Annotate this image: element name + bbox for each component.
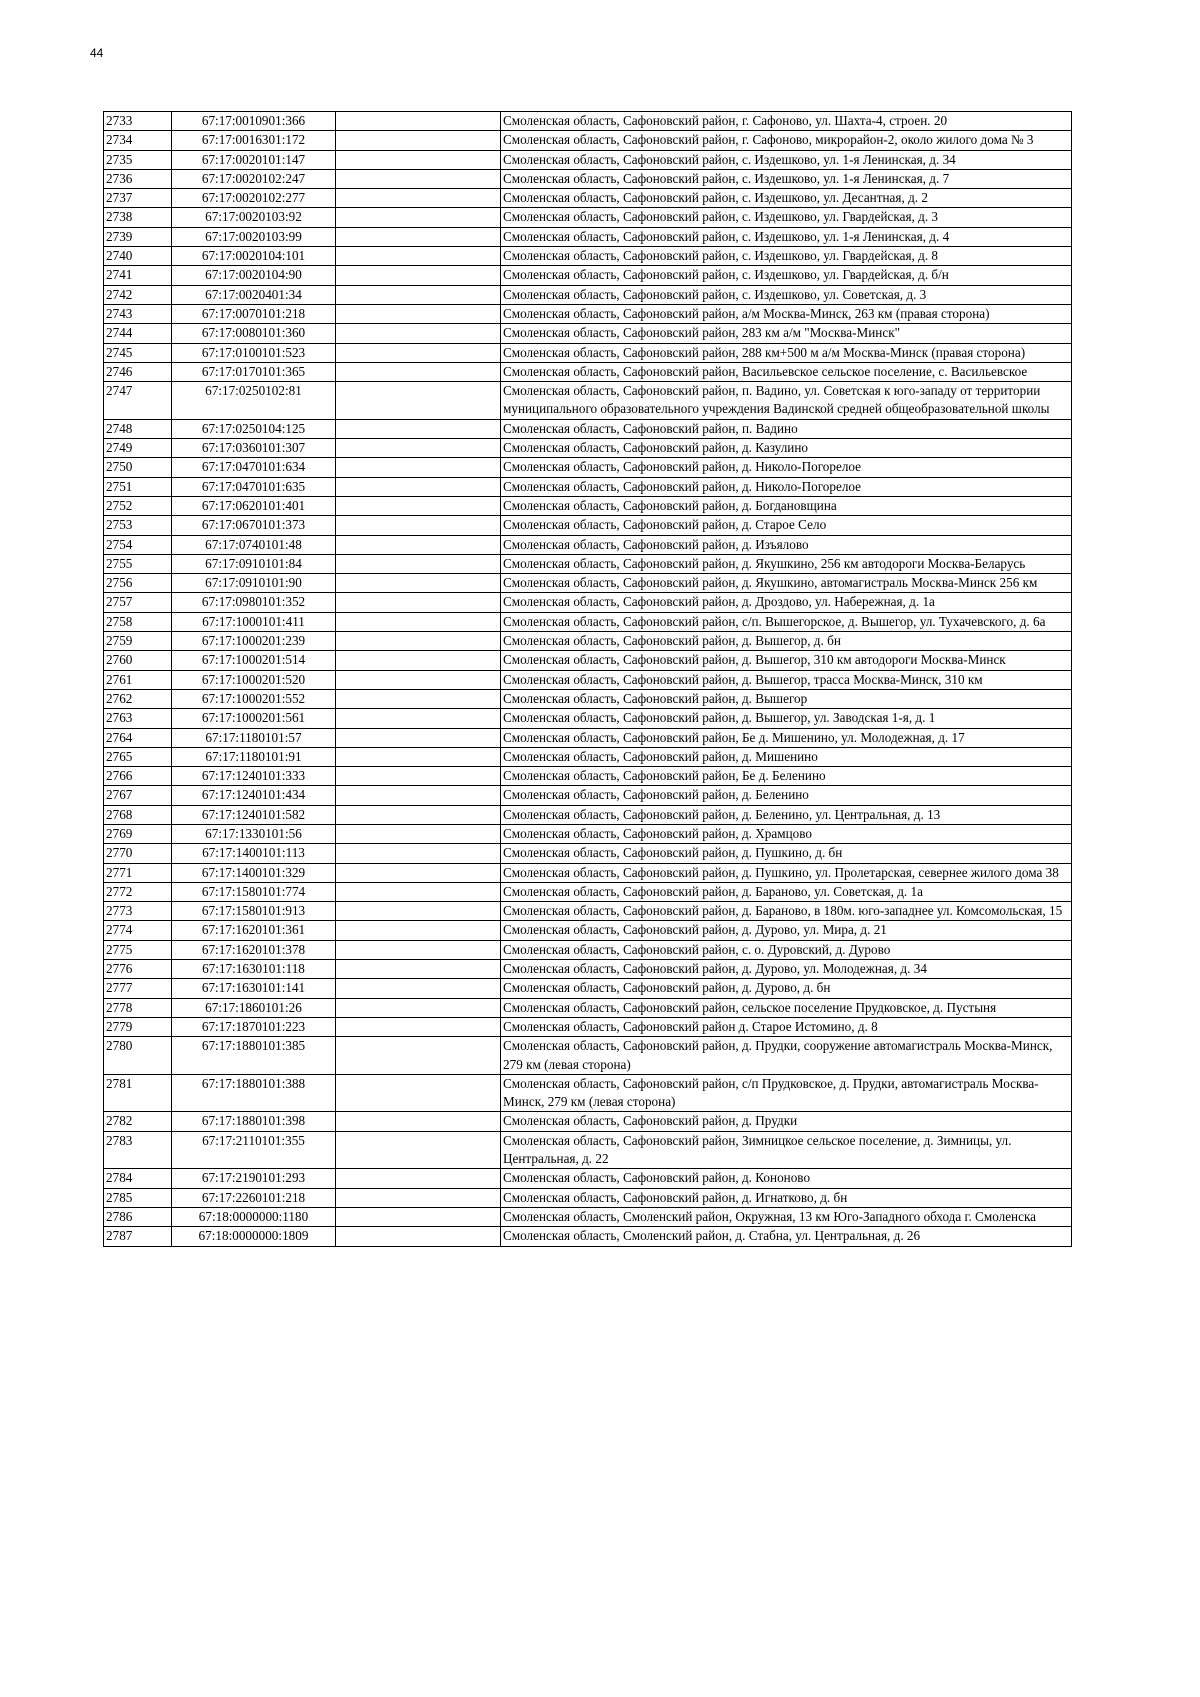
table-row [104, 709, 1072, 728]
empty-cell [336, 998, 501, 1017]
address-cell: Смоленская область, Сафоновский район, с. Издешково, ул. 1-я Ленинская, д. 34 [501, 150, 1072, 169]
address-cell: Смоленская область, Сафоновский район, с. Издешково, ул. Гвардейская, д. 8 [501, 247, 1072, 266]
row-number-cell: 2743 [104, 304, 172, 323]
row-number-cell: 2764 [104, 728, 172, 747]
table-row [104, 1017, 1072, 1036]
table-row [104, 496, 1072, 515]
address-cell: Смоленская область, Сафоновский район, д. Бараново, ул. Советская, д. 1а [501, 882, 1072, 901]
address-cell: Смоленская область, Сафоновский район, с. Издешково, ул. 1-я Ленинская, д. 7 [501, 169, 1072, 188]
empty-cell [336, 960, 501, 979]
cadastral-number-cell: 67:17:0470101:635 [172, 477, 336, 496]
empty-cell [336, 940, 501, 959]
empty-cell [336, 1227, 501, 1246]
address-cell: Смоленская область, Сафоновский район, д. Мишенино [501, 747, 1072, 766]
empty-cell [336, 496, 501, 515]
address-cell: Смоленская область, Сафоновский район, д. Пушкино, ул. Пролетарская, севернее жилого дома 38 [501, 863, 1072, 882]
table-row [104, 458, 1072, 477]
row-number-cell: 2775 [104, 940, 172, 959]
address-cell: Смоленская область, Сафоновский район, с. Издешково, ул. Гвардейская, д. б/н [501, 266, 1072, 285]
cadastral-number-cell: 67:18:0000000:1180 [172, 1207, 336, 1226]
address-cell: Смоленская область, Сафоновский район, Бе д. Мишенино, ул. Молодежная, д. 17 [501, 728, 1072, 747]
empty-cell [336, 574, 501, 593]
address-cell: Смоленская область, Сафоновский район, д. Вышегор, ул. Заводская 1-я, д. 1 [501, 709, 1072, 728]
cadastral-number-cell: 67:17:1620101:378 [172, 940, 336, 959]
address-cell: Смоленская область, Сафоновский район, Бе д. Беленино [501, 767, 1072, 786]
row-number-cell: 2782 [104, 1112, 172, 1131]
address-cell: Смоленская область, Сафоновский район, д. Кононово [501, 1169, 1072, 1188]
row-number-cell: 2749 [104, 439, 172, 458]
cadastral-number-cell: 67:17:2190101:293 [172, 1169, 336, 1188]
cadastral-number-cell: 67:17:1860101:26 [172, 998, 336, 1017]
table-row [104, 266, 1072, 285]
cadastral-number-cell: 67:17:1580101:774 [172, 882, 336, 901]
cadastral-number-cell: 67:17:1000201:514 [172, 651, 336, 670]
cadastral-number-cell: 67:17:0020104:101 [172, 247, 336, 266]
row-number-cell: 2783 [104, 1131, 172, 1169]
table-row [104, 979, 1072, 998]
table-row [104, 902, 1072, 921]
empty-cell [336, 1188, 501, 1207]
empty-cell [336, 189, 501, 208]
cadastral-number-cell: 67:17:0020103:99 [172, 227, 336, 246]
row-number-cell: 2750 [104, 458, 172, 477]
address-cell: Смоленская область, Сафоновский район, д. Старое Село [501, 516, 1072, 535]
row-number-cell: 2739 [104, 227, 172, 246]
address-cell: Смоленская область, Сафоновский район, д. Казулино [501, 439, 1072, 458]
row-number-cell: 2757 [104, 593, 172, 612]
address-cell: Смоленская область, Сафоновский район, 288 км+500 м а/м Москва-Минск (правая сторона) [501, 343, 1072, 362]
address-cell: Смоленская область, Сафоновский район, д. Беленино, ул. Центральная, д. 13 [501, 805, 1072, 824]
empty-cell [336, 535, 501, 554]
table-row [104, 921, 1072, 940]
address-cell: Смоленская область, Сафоновский район, д. Вышегор, трасса Москва-Минск, 310 км [501, 670, 1072, 689]
cadastral-number-cell: 67:17:1000201:552 [172, 689, 336, 708]
row-number-cell: 2779 [104, 1017, 172, 1036]
cadastral-number-cell: 67:17:0070101:218 [172, 304, 336, 323]
address-cell: Смоленская область, Сафоновский район, д. Якушкино, автомагистраль Москва-Минск 256 км [501, 574, 1072, 593]
row-number-cell: 2740 [104, 247, 172, 266]
page-number: 44 [90, 46, 104, 60]
address-cell: Смоленская область, Сафоновский район, д. Изъялово [501, 535, 1072, 554]
cadastral-number-cell: 67:17:0470101:634 [172, 458, 336, 477]
table-row [104, 112, 1072, 131]
row-number-cell: 2747 [104, 382, 172, 420]
table-row [104, 574, 1072, 593]
table-row [104, 998, 1072, 1017]
empty-cell [336, 247, 501, 266]
row-number-cell: 2761 [104, 670, 172, 689]
table-row [104, 689, 1072, 708]
cadastral-number-cell: 67:17:0020103:92 [172, 208, 336, 227]
cadastral-number-cell: 67:17:1180101:57 [172, 728, 336, 747]
empty-cell [336, 131, 501, 150]
empty-cell [336, 921, 501, 940]
cadastral-number-cell: 67:17:0100101:523 [172, 343, 336, 362]
table-row [104, 131, 1072, 150]
table-row [104, 593, 1072, 612]
address-cell: Смоленская область, Сафоновский район, Васильевское сельское поселение, с. Васильевское [501, 362, 1072, 381]
address-cell: Смоленская область, Сафоновский район, д. Дурово, ул. Молодежная, д. 34 [501, 960, 1072, 979]
table-row [104, 324, 1072, 343]
row-number-cell: 2742 [104, 285, 172, 304]
cadastral-number-cell: 67:17:1240101:333 [172, 767, 336, 786]
row-number-cell: 2737 [104, 189, 172, 208]
address-cell: Смоленская область, Смоленский район, д. Стабна, ул. Центральная, д. 26 [501, 1227, 1072, 1246]
table-row [104, 477, 1072, 496]
table-row [104, 728, 1072, 747]
table-row [104, 670, 1072, 689]
address-cell: Смоленская область, Сафоновский район, д. Беленино [501, 786, 1072, 805]
empty-cell [336, 1037, 501, 1075]
table-row [104, 1188, 1072, 1207]
row-number-cell: 2784 [104, 1169, 172, 1188]
empty-cell [336, 516, 501, 535]
empty-cell [336, 382, 501, 420]
row-number-cell: 2762 [104, 689, 172, 708]
cadastral-number-cell: 67:17:0010901:366 [172, 112, 336, 131]
empty-cell [336, 285, 501, 304]
table-row [104, 767, 1072, 786]
row-number-cell: 2734 [104, 131, 172, 150]
row-number-cell: 2766 [104, 767, 172, 786]
row-number-cell: 2753 [104, 516, 172, 535]
cadastral-number-cell: 67:17:0016301:172 [172, 131, 336, 150]
cadastral-number-cell: 67:17:1000201:561 [172, 709, 336, 728]
empty-cell [336, 593, 501, 612]
empty-cell [336, 747, 501, 766]
cadastral-number-cell: 67:17:1180101:91 [172, 747, 336, 766]
cadastral-number-cell: 67:17:1630101:141 [172, 979, 336, 998]
table-row [104, 304, 1072, 323]
empty-cell [336, 882, 501, 901]
registry-table-body [104, 112, 1072, 1247]
table-row [104, 439, 1072, 458]
table-row [104, 651, 1072, 670]
empty-cell [336, 112, 501, 131]
empty-cell [336, 1074, 501, 1112]
cadastral-number-cell: 67:17:0360101:307 [172, 439, 336, 458]
table-row [104, 285, 1072, 304]
address-cell: Смоленская область, Сафоновский район, д. Вышегор [501, 689, 1072, 708]
table-row [104, 516, 1072, 535]
table-row [104, 247, 1072, 266]
address-cell: Смоленская область, Сафоновский район, г. Сафоново, ул. Шахта-4, строен. 20 [501, 112, 1072, 131]
empty-cell [336, 1169, 501, 1188]
table-row [104, 1169, 1072, 1188]
cadastral-number-cell: 67:17:0080101:360 [172, 324, 336, 343]
cadastral-number-cell: 67:17:1880101:398 [172, 1112, 336, 1131]
cadastral-number-cell: 67:17:0620101:401 [172, 496, 336, 515]
row-number-cell: 2776 [104, 960, 172, 979]
empty-cell [336, 266, 501, 285]
table-row [104, 1207, 1072, 1226]
row-number-cell: 2736 [104, 169, 172, 188]
address-cell: Смоленская область, Сафоновский район, д. Дроздово, ул. Набережная, д. 1а [501, 593, 1072, 612]
empty-cell [336, 227, 501, 246]
table-row [104, 1227, 1072, 1246]
address-cell: Смоленская область, Сафоновский район, с. Издешково, ул. Десантная, д. 2 [501, 189, 1072, 208]
row-number-cell: 2780 [104, 1037, 172, 1075]
row-number-cell: 2774 [104, 921, 172, 940]
table-row [104, 227, 1072, 246]
row-number-cell: 2769 [104, 824, 172, 843]
address-cell: Смоленская область, Сафоновский район, д. Николо-Погорелое [501, 458, 1072, 477]
empty-cell [336, 844, 501, 863]
table-row [104, 382, 1072, 420]
table-row [104, 1037, 1072, 1075]
cadastral-number-cell: 67:17:0910101:84 [172, 554, 336, 573]
cadastral-number-cell: 67:17:0020101:147 [172, 150, 336, 169]
table-row [104, 362, 1072, 381]
address-cell: Смоленская область, Сафоновский район, п. Вадино, ул. Советская к юго-западу от территории муниципального образовательного учреждения Вадинской средней общеобразовательной школы [501, 382, 1072, 420]
table-row [104, 1074, 1072, 1112]
empty-cell [336, 767, 501, 786]
address-cell: Смоленская область, Смоленский район, Окружная, 13 км Юго-Западного обхода г. Смоленска [501, 1207, 1072, 1226]
row-number-cell: 2755 [104, 554, 172, 573]
empty-cell [336, 824, 501, 843]
row-number-cell: 2756 [104, 574, 172, 593]
cadastral-number-cell: 67:17:0910101:90 [172, 574, 336, 593]
cadastral-number-cell: 67:17:0740101:48 [172, 535, 336, 554]
table-row [104, 612, 1072, 631]
empty-cell [336, 612, 501, 631]
row-number-cell: 2767 [104, 786, 172, 805]
row-number-cell: 2771 [104, 863, 172, 882]
address-cell: Смоленская область, Сафоновский район, д. Вышегор, д. бн [501, 632, 1072, 651]
address-cell: Смоленская область, Сафоновский район, д. Храмцово [501, 824, 1072, 843]
table-row [104, 863, 1072, 882]
table-row [104, 169, 1072, 188]
table-row [104, 1131, 1072, 1169]
empty-cell [336, 979, 501, 998]
empty-cell [336, 632, 501, 651]
row-number-cell: 2751 [104, 477, 172, 496]
address-cell: Смоленская область, Сафоновский район, д. Богдановщина [501, 496, 1072, 515]
cadastral-number-cell: 67:17:1240101:434 [172, 786, 336, 805]
address-cell: Смоленская область, Сафоновский район, д. Игнатково, д. бн [501, 1188, 1072, 1207]
empty-cell [336, 343, 501, 362]
cadastral-number-cell: 67:17:2110101:355 [172, 1131, 336, 1169]
empty-cell [336, 728, 501, 747]
row-number-cell: 2777 [104, 979, 172, 998]
address-cell: Смоленская область, Сафоновский район, с. Издешково, ул. 1-я Ленинская, д. 4 [501, 227, 1072, 246]
row-number-cell: 2752 [104, 496, 172, 515]
cadastral-number-cell: 67:17:1240101:582 [172, 805, 336, 824]
table-row [104, 150, 1072, 169]
cadastral-number-cell: 67:17:2260101:218 [172, 1188, 336, 1207]
row-number-cell: 2735 [104, 150, 172, 169]
row-number-cell: 2787 [104, 1227, 172, 1246]
table-row [104, 1112, 1072, 1131]
empty-cell [336, 362, 501, 381]
cadastral-number-cell: 67:17:1880101:385 [172, 1037, 336, 1075]
row-number-cell: 2758 [104, 612, 172, 631]
row-number-cell: 2738 [104, 208, 172, 227]
cadastral-number-cell: 67:17:0980101:352 [172, 593, 336, 612]
empty-cell [336, 477, 501, 496]
address-cell: Смоленская область, Сафоновский район, д. Пушкино, д. бн [501, 844, 1072, 863]
table-row [104, 419, 1072, 438]
empty-cell [336, 1112, 501, 1131]
empty-cell [336, 709, 501, 728]
address-cell: Смоленская область, Сафоновский район, д. Прудки, сооружение автомагистраль Москва-Минск, 279 км (левая сторона) [501, 1037, 1072, 1075]
empty-cell [336, 169, 501, 188]
registry-table [103, 111, 1072, 1247]
row-number-cell: 2744 [104, 324, 172, 343]
address-cell: Смоленская область, Сафоновский район, с/п. Вышегорское, д. Вышегор, ул. Тухачевского, д. 6а [501, 612, 1072, 631]
address-cell: Смоленская область, Сафоновский район, 283 км а/м "Москва-Минск" [501, 324, 1072, 343]
empty-cell [336, 1017, 501, 1036]
row-number-cell: 2772 [104, 882, 172, 901]
address-cell: Смоленская область, Сафоновский район, Зимницкое сельское поселение, д. Зимницы, ул. Центральная, д. 22 [501, 1131, 1072, 1169]
table-row [104, 189, 1072, 208]
cadastral-number-cell: 67:17:1880101:388 [172, 1074, 336, 1112]
address-cell: Смоленская область, Сафоновский район, д. Прудки [501, 1112, 1072, 1131]
row-number-cell: 2785 [104, 1188, 172, 1207]
cadastral-number-cell: 67:17:1330101:56 [172, 824, 336, 843]
address-cell: Смоленская область, Сафоновский район, д. Дурово, д. бн [501, 979, 1072, 998]
address-cell: Смоленская область, Сафоновский район д. Старое Истомино, д. 8 [501, 1017, 1072, 1036]
empty-cell [336, 1131, 501, 1169]
cadastral-number-cell: 67:17:1000201:239 [172, 632, 336, 651]
table-row [104, 882, 1072, 901]
table-row [104, 535, 1072, 554]
row-number-cell: 2765 [104, 747, 172, 766]
cadastral-number-cell: 67:17:0170101:365 [172, 362, 336, 381]
row-number-cell: 2745 [104, 343, 172, 362]
empty-cell [336, 786, 501, 805]
cadastral-number-cell: 67:18:0000000:1809 [172, 1227, 336, 1246]
address-cell: Смоленская область, Сафоновский район, а/м Москва-Минск, 263 км (правая сторона) [501, 304, 1072, 323]
row-number-cell: 2773 [104, 902, 172, 921]
empty-cell [336, 304, 501, 323]
address-cell: Смоленская область, Сафоновский район, д. Дурово, ул. Мира, д. 21 [501, 921, 1072, 940]
cadastral-number-cell: 67:17:0250102:81 [172, 382, 336, 420]
address-cell: Смоленская область, Сафоновский район, сельское поселение Прудковское, д. Пустыня [501, 998, 1072, 1017]
empty-cell [336, 150, 501, 169]
empty-cell [336, 458, 501, 477]
row-number-cell: 2781 [104, 1074, 172, 1112]
table-row [104, 940, 1072, 959]
cadastral-number-cell: 67:17:0020401:34 [172, 285, 336, 304]
cadastral-number-cell: 67:17:1400101:329 [172, 863, 336, 882]
table-row [104, 805, 1072, 824]
cadastral-number-cell: 67:17:1620101:361 [172, 921, 336, 940]
address-cell: Смоленская область, Сафоновский район, с/п Прудковское, д. Прудки, автомагистраль Москва-Минск, 279 км (левая сторона) [501, 1074, 1072, 1112]
cadastral-number-cell: 67:17:0020102:247 [172, 169, 336, 188]
empty-cell [336, 554, 501, 573]
table-row [104, 824, 1072, 843]
row-number-cell: 2733 [104, 112, 172, 131]
row-number-cell: 2768 [104, 805, 172, 824]
cadastral-number-cell: 67:17:1000101:411 [172, 612, 336, 631]
row-number-cell: 2746 [104, 362, 172, 381]
row-number-cell: 2760 [104, 651, 172, 670]
table-row [104, 554, 1072, 573]
row-number-cell: 2754 [104, 535, 172, 554]
row-number-cell: 2763 [104, 709, 172, 728]
table-row [104, 208, 1072, 227]
empty-cell [336, 651, 501, 670]
address-cell: Смоленская область, Сафоновский район, с. о. Дуровский, д. Дурово [501, 940, 1072, 959]
row-number-cell: 2786 [104, 1207, 172, 1226]
table-row [104, 786, 1072, 805]
row-number-cell: 2759 [104, 632, 172, 651]
cadastral-number-cell: 67:17:1000201:520 [172, 670, 336, 689]
empty-cell [336, 689, 501, 708]
empty-cell [336, 324, 501, 343]
address-cell: Смоленская область, Сафоновский район, с. Издешково, ул. Советская, д. 3 [501, 285, 1072, 304]
cadastral-number-cell: 67:17:0250104:125 [172, 419, 336, 438]
cadastral-number-cell: 67:17:0020102:277 [172, 189, 336, 208]
address-cell: Смоленская область, Сафоновский район, п. Вадино [501, 419, 1072, 438]
address-cell: Смоленская область, Сафоновский район, с. Издешково, ул. Гвардейская, д. 3 [501, 208, 1072, 227]
address-cell: Смоленская область, Сафоновский район, д. Николо-Погорелое [501, 477, 1072, 496]
address-cell: Смоленская область, Сафоновский район, д. Якушкино, 256 км автодороги Москва-Беларусь [501, 554, 1072, 573]
row-number-cell: 2741 [104, 266, 172, 285]
address-cell: Смоленская область, Сафоновский район, д. Вышегор, 310 км автодороги Москва-Минск [501, 651, 1072, 670]
table-row [104, 747, 1072, 766]
empty-cell [336, 439, 501, 458]
table-row [104, 960, 1072, 979]
address-cell: Смоленская область, Сафоновский район, г. Сафоново, микрорайон-2, около жилого дома № 3 [501, 131, 1072, 150]
table-row [104, 844, 1072, 863]
table-row [104, 343, 1072, 362]
address-cell: Смоленская область, Сафоновский район, д. Бараново, в 180м. юго-западнее ул. Комсомольская, 15 [501, 902, 1072, 921]
empty-cell [336, 805, 501, 824]
cadastral-number-cell: 67:17:0670101:373 [172, 516, 336, 535]
row-number-cell: 2748 [104, 419, 172, 438]
cadastral-number-cell: 67:17:1630101:118 [172, 960, 336, 979]
row-number-cell: 2770 [104, 844, 172, 863]
cadastral-number-cell: 67:17:1400101:113 [172, 844, 336, 863]
table-row [104, 632, 1072, 651]
empty-cell [336, 208, 501, 227]
empty-cell [336, 863, 501, 882]
empty-cell [336, 670, 501, 689]
empty-cell [336, 1207, 501, 1226]
cadastral-number-cell: 67:17:1870101:223 [172, 1017, 336, 1036]
cadastral-number-cell: 67:17:1580101:913 [172, 902, 336, 921]
empty-cell [336, 419, 501, 438]
cadastral-number-cell: 67:17:0020104:90 [172, 266, 336, 285]
row-number-cell: 2778 [104, 998, 172, 1017]
empty-cell [336, 902, 501, 921]
